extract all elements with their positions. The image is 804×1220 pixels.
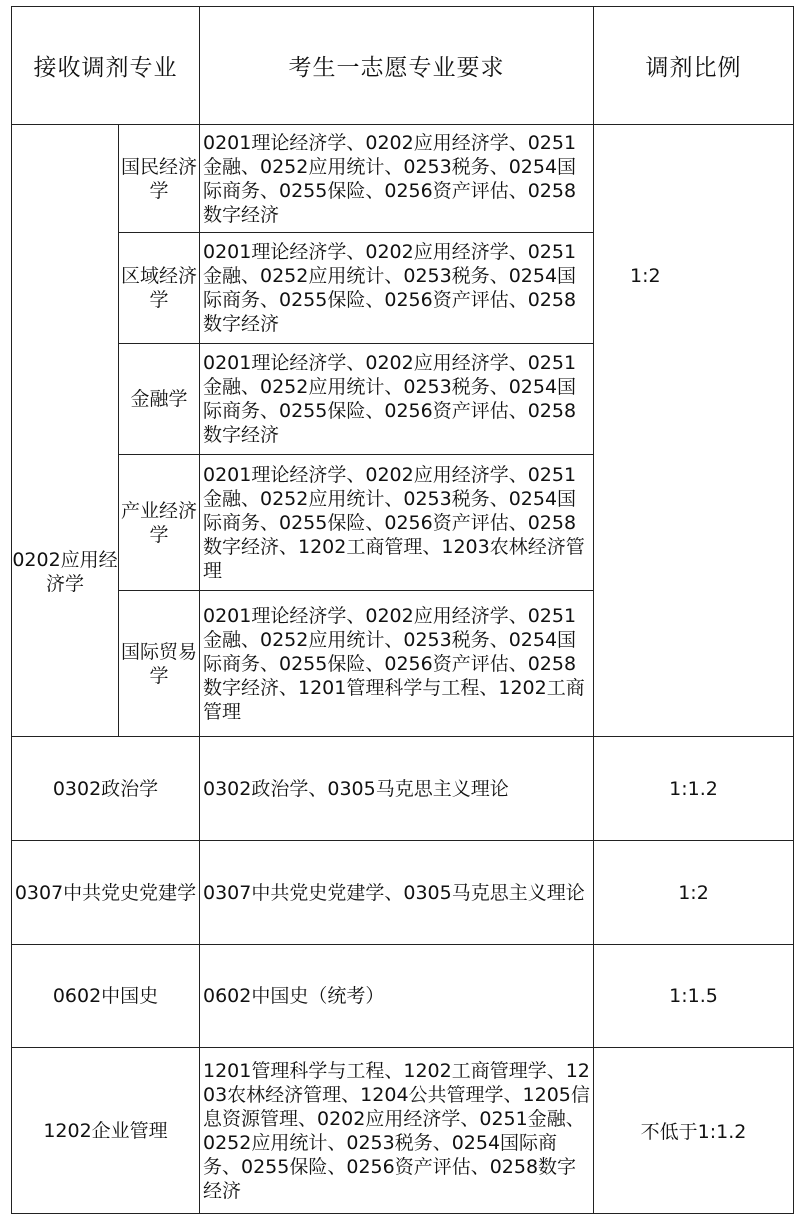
table-row [12,125,794,233]
major-cell: 0307中共党史党建学 [12,841,200,945]
header-first-choice-requirement: 考生一志愿专业要求 [200,7,594,125]
ratio-cell: 1:2 [594,841,794,945]
table-row [12,737,794,841]
requirement-cell: 0302政治学、0305马克思主义理论 [200,737,594,841]
requirement-cell: 1201管理科学与工程、1202工商管理学、1203农林经济管理、1204公共管理学、1205信息资源管理、0202应用经济学、0251金融、0252应用统计、0253税务、0254国际商务、0255保险、0256资产评估、0258数字经济 [200,1048,594,1214]
requirement-cell: 0201理论经济学、0202应用经济学、0251金融、0252应用统计、0253税务、0254国际商务、0255保险、0256资产评估、0258数字经济 [200,233,594,344]
sub-major-cell: 金融学 [119,344,200,455]
adjustment-table [11,6,794,1214]
ratio-cell: 1:1.5 [594,945,794,1048]
ratio-cell: 1:1.2 [594,737,794,841]
sub-major-cell: 国民经济学 [119,125,200,233]
header-receiving-major: 接收调剂专业 [12,7,200,125]
requirement-cell: 0201理论经济学、0202应用经济学、0251金融、0252应用统计、0253税务、0254国际商务、0255保险、0256资产评估、0258数字经济、1201管理科学与工程、1202工商管理 [200,591,594,737]
requirement-cell: 0307中共党史党建学、0305马克思主义理论 [200,841,594,945]
requirement-cell: 0201理论经济学、0202应用经济学、0251金融、0252应用统计、0253税务、0254国际商务、0255保险、0256资产评估、0258数字经济 [200,344,594,455]
major-cell: 0602中国史 [12,945,200,1048]
ratio-cell: 1:2 [594,125,794,737]
header-adjustment-ratio: 调剂比例 [594,7,794,125]
ratio-cell: 不低于1:1.2 [594,1048,794,1214]
major-cell: 0202应用经济学 [12,125,119,737]
requirement-cell: 0201理论经济学、0202应用经济学、0251金融、0252应用统计、0253税务、0254国际商务、0255保险、0256资产评估、0258数字经济、1202工商管理、1203农林经济管理 [200,455,594,591]
sub-major-cell: 产业经济学 [119,455,200,591]
major-cell: 1202企业管理 [12,1048,200,1214]
table-row [12,1048,794,1214]
major-cell: 0302政治学 [12,737,200,841]
table-row [12,841,794,945]
sub-major-cell: 区域经济学 [119,233,200,344]
table-row [12,945,794,1048]
requirement-cell: 0201理论经济学、0202应用经济学、0251金融、0252应用统计、0253税务、0254国际商务、0255保险、0256资产评估、0258数字经济 [200,125,594,233]
header-row [12,7,794,125]
requirement-cell: 0602中国史（统考） [200,945,594,1048]
sub-major-cell: 国际贸易学 [119,591,200,737]
